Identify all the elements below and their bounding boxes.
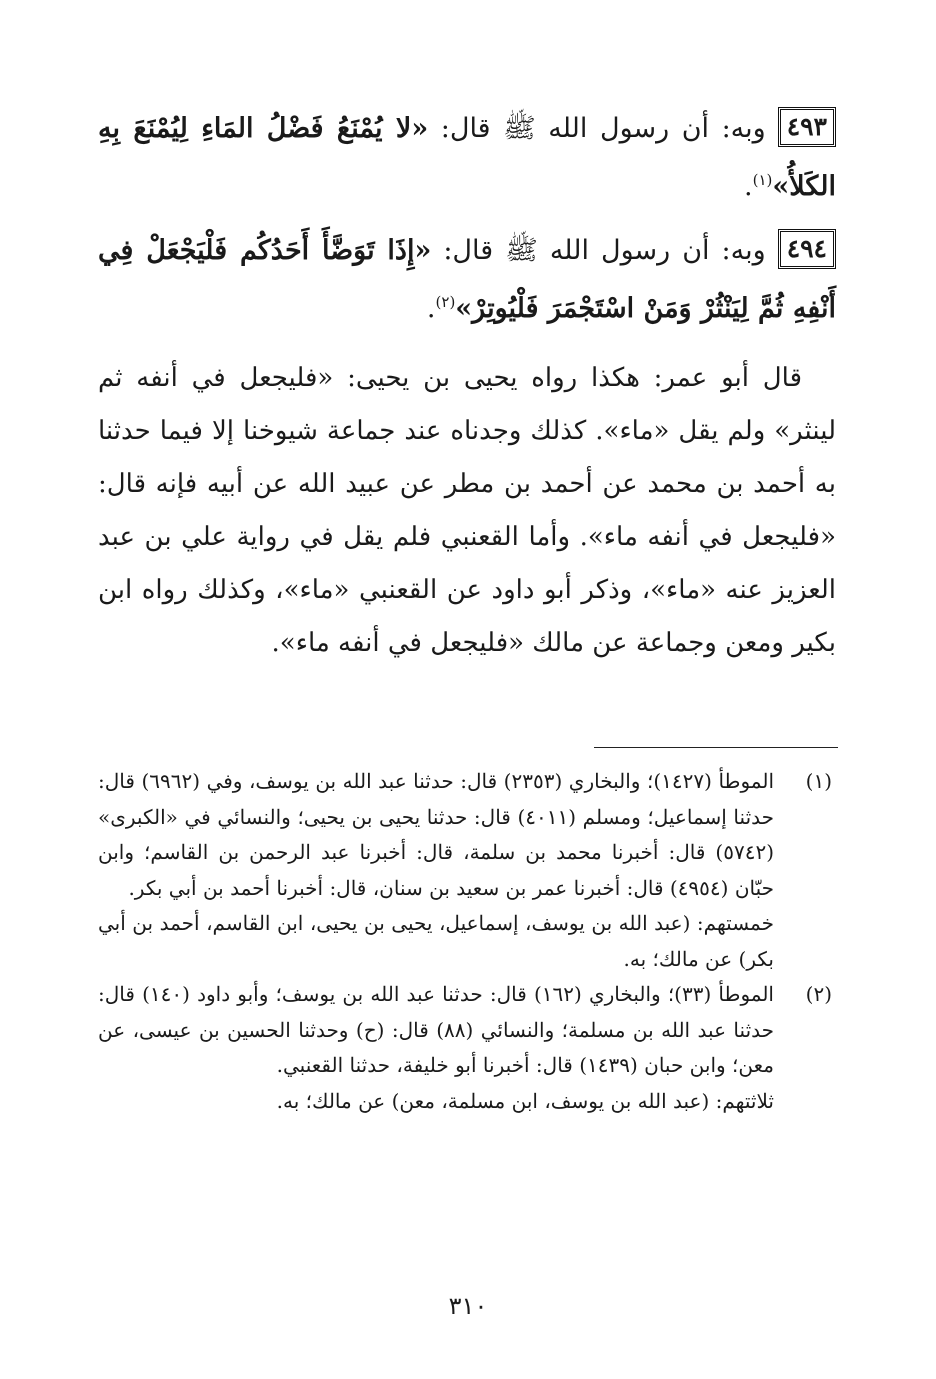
footnote-text: الموطأ (١٤٢٧)؛ والبخاري (٢٣٥٣) قال: حدثنا عبد الله بن يوسف، وفي (٦٩٦٢) قال: حدثنا إسماعيل؛ ومسلم (٤٠١١) قال: حدثنا يحيى بن يحيى؛ والنسائي في «الكبرى» (٥٧٤٢) قال: أخبرنا محمد بن سلمة، قال: أخبرنا عبد الرحمن بن القاسم؛ وابن حبّان (٤٩٥٤) قال: أخبرنا عمر بن سعيد بن سنان، قال: أخبرنا أحمد بن أبي بكر. (98, 769, 775, 900)
hadith-494-text: «إِذَا تَوَضَّأَ أَحَدُكُم فَلْيَجْعَلْ فِي أَنْفِهِ ثُمَّ لِيَنْثُرْ وَمَنْ اسْتَجْمَرَ فَلْيُوتِرْ» (98, 235, 836, 324)
page-number: ٣١٠ (448, 1292, 488, 1320)
footnote-divider (594, 747, 838, 748)
hadith-494 (98, 222, 836, 338)
footnote-1 (98, 764, 836, 977)
footnotes-section (98, 764, 836, 1119)
hadith-493-text: «لا يُمْنَعُ فَضْلُ المَاءِ لِيُمْنَعَ بِهِ الكَلأُ» (98, 113, 836, 202)
hadith-494-end: . (426, 293, 436, 324)
hadith-number-493: ٤٩٣ (778, 107, 836, 147)
footnote-number: (١) (805, 769, 832, 793)
hadith-494-intro: وبه: أن رسول الله ﷺ قال: (431, 235, 766, 266)
footnote-summary: ثلاثتهم: (عبد الله بن يوسف، ابن مسلمة، معن) عن مالك؛ به. (276, 1088, 774, 1113)
footnote-text: الموطأ (٣٣)؛ والبخاري (١٦٢) قال: حدثنا عبد الله بن يوسف؛ وأبو داود (١٤٠) قال: حدثنا عبد الله بن مسلمة؛ والنسائي (٨٨) قال: (ح) وحدثنا الحسين بن عيسى، عن معن؛ وابن حبان (١٤٣٩) قال: أخبرنا أبو خليفة، حدثنا القعنبي. (98, 982, 774, 1077)
footnote-summary: خمستهم: (عبد الله بن يوسف، إسماعيل، يحيى بن يحيى، ابن القاسم، أحمد بن أبي بكر) عن مالك؛ به. (98, 911, 774, 971)
commentary-paragraph: قال أبو عمر: هكذا رواه يحيى بن يحيى: «فليجعل في أنفه ثم لينثر» ولم يقل «ماء». كذلك وجدناه عند جماعة شيوخنا إلا فيما حدثنا به أحمد بن محمد عن أحمد بن مطر عن عبيد الله عن أبيه فإنه قال: «فليجعل في أنفه ماء». وأما القعنبي فلم يقل في رواية علي بن عبد العزيز عنه «ماء»، وذكر أبو داود عن القعنبي «ماء»، وكذلك رواه ابن بكير ومعن وجماعة عن مالك «فليجعل في أنفه ماء». (98, 363, 836, 658)
hadith-493-end: . (744, 171, 753, 202)
hadith-493-intro: وبه: أن رسول الله ﷺ قال: (428, 113, 766, 144)
hadith-number-494: ٤٩٤ (778, 229, 836, 269)
footnote-number: (٢) (805, 982, 832, 1006)
page-body (98, 100, 836, 670)
footnote-ref-1[interactable]: (١) (752, 171, 773, 189)
footnote-2 (98, 977, 836, 1119)
footnote-ref-2[interactable]: (٢) (435, 293, 456, 311)
hadith-493 (98, 100, 836, 216)
